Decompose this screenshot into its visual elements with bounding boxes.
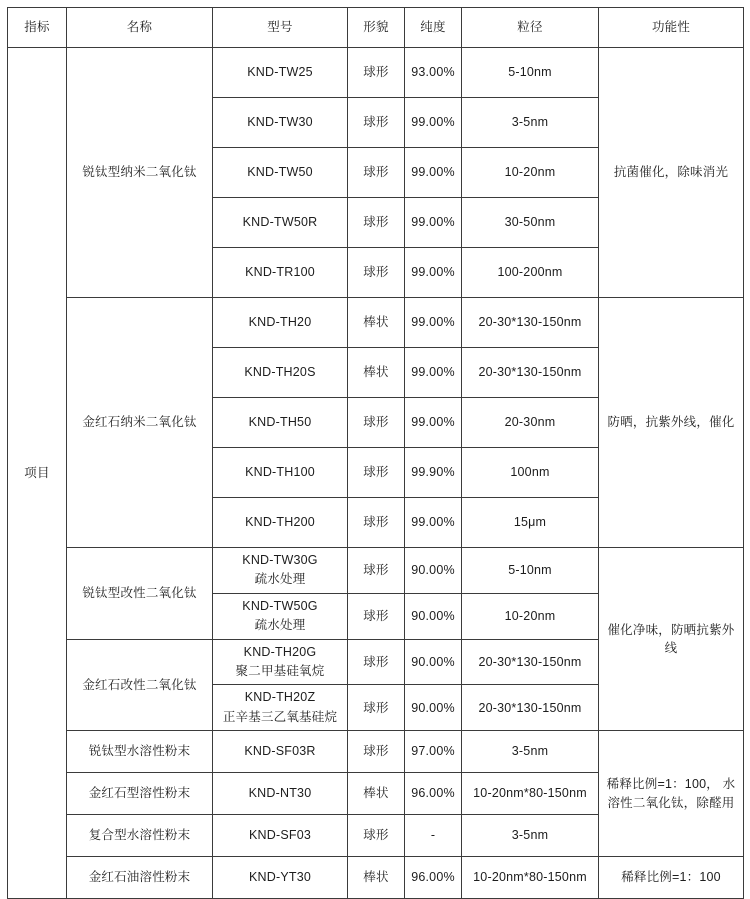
- model-cell: KND-TW25: [213, 48, 348, 98]
- purity-cell: -: [405, 815, 462, 857]
- column-header-name: 名称: [67, 8, 213, 48]
- size-cell: 5-10nm: [462, 48, 599, 98]
- column-header-purity: 纯度: [405, 8, 462, 48]
- purity-cell: 99.00%: [405, 298, 462, 348]
- group-name-cell: 锐钛型纳米二氧化钛: [67, 48, 213, 298]
- model-line-primary: KND-TH20Z: [244, 690, 316, 705]
- product-specification-table: [7, 7, 744, 899]
- indicator-cell: 项目: [8, 48, 67, 899]
- model-cell: KND-TW30: [213, 98, 348, 148]
- shape-cell: 球形: [348, 48, 405, 98]
- model-cell: [213, 685, 348, 731]
- function-line-secondary: 水溶性二氧化钛，除醛用: [607, 777, 736, 810]
- model-cell: KND-TH100: [213, 448, 348, 498]
- shape-cell: 棒状: [348, 348, 405, 398]
- model-line-primary: KND-TW50G: [242, 598, 318, 613]
- purity-cell: 99.00%: [405, 498, 462, 548]
- model-line-primary: KND-TW30G: [242, 553, 318, 567]
- size-cell: 100nm: [462, 448, 599, 498]
- purity-cell: 93.00%: [405, 48, 462, 98]
- model-cell: KND-NT30: [213, 773, 348, 815]
- shape-cell: 棒状: [348, 298, 405, 348]
- table-row: [8, 48, 744, 98]
- purity-cell: 99.00%: [405, 98, 462, 148]
- size-cell: 20-30*130-150nm: [462, 348, 599, 398]
- shape-cell: 球形: [348, 398, 405, 448]
- model-cell: KND-TR100: [213, 248, 348, 298]
- size-cell: 10-20nm: [462, 593, 599, 639]
- purity-cell: 90.00%: [405, 685, 462, 731]
- shape-cell: 球形: [348, 498, 405, 548]
- shape-cell: 棒状: [348, 857, 405, 899]
- table-row: [8, 857, 744, 899]
- size-cell: 20-30*130-150nm: [462, 639, 599, 685]
- shape-cell: 球形: [348, 685, 405, 731]
- model-line-secondary: 正辛基三乙氧基硅烷: [222, 709, 338, 724]
- model-line-secondary: 疏水处理: [254, 572, 306, 587]
- function-cell: 稀释比例=1：100: [599, 857, 744, 899]
- size-cell: 3-5nm: [462, 815, 599, 857]
- purity-cell: 96.00%: [405, 857, 462, 899]
- purity-cell: 90.00%: [405, 548, 462, 594]
- size-cell: 15μm: [462, 498, 599, 548]
- size-cell: 5-10nm: [462, 548, 599, 594]
- purity-cell: 96.00%: [405, 773, 462, 815]
- column-header-function: 功能性: [599, 8, 744, 48]
- shape-cell: 球形: [348, 448, 405, 498]
- column-header-model: 型号: [213, 8, 348, 48]
- table-body: [8, 48, 744, 899]
- size-cell: 30-50nm: [462, 198, 599, 248]
- purity-cell: 99.90%: [405, 448, 462, 498]
- size-cell: 10-20nm*80-150nm: [462, 773, 599, 815]
- purity-cell: 99.00%: [405, 148, 462, 198]
- group-name-cell: 金红石纳米二氧化钛: [67, 298, 213, 548]
- shape-cell: 球形: [348, 248, 405, 298]
- product-name-cell: 金红石型溶性粉末: [67, 773, 213, 815]
- purity-cell: 90.00%: [405, 639, 462, 685]
- model-cell: KND-SF03R: [213, 731, 348, 773]
- shape-cell: 球形: [348, 548, 405, 594]
- column-header-indicator: 指标: [8, 8, 67, 48]
- size-cell: 10-20nm: [462, 148, 599, 198]
- shape-cell: 球形: [348, 148, 405, 198]
- model-line-primary: KND-TH20G: [243, 644, 317, 659]
- size-cell: 20-30nm: [462, 398, 599, 448]
- model-cell: KND-TH20: [213, 298, 348, 348]
- table-row: [8, 298, 744, 348]
- purity-cell: 99.00%: [405, 398, 462, 448]
- shape-cell: 棒状: [348, 773, 405, 815]
- product-name-cell: 锐钛型水溶性粉末: [67, 731, 213, 773]
- product-name-cell: 金红石油溶性粉末: [67, 857, 213, 899]
- model-cell: KND-TH200: [213, 498, 348, 548]
- purity-cell: 90.00%: [405, 593, 462, 639]
- function-cell: 抗菌催化，除味消光: [599, 48, 744, 298]
- purity-cell: 99.00%: [405, 248, 462, 298]
- size-cell: 100-200nm: [462, 248, 599, 298]
- purity-cell: 99.00%: [405, 198, 462, 248]
- purity-cell: 99.00%: [405, 348, 462, 398]
- size-cell: 20-30*130-150nm: [462, 685, 599, 731]
- size-cell: 3-5nm: [462, 731, 599, 773]
- model-line-secondary: 聚二甲基硅氧烷: [235, 663, 325, 678]
- shape-cell: 球形: [348, 593, 405, 639]
- shape-cell: 球形: [348, 198, 405, 248]
- model-cell: KND-TH50: [213, 398, 348, 448]
- column-header-size: 粒径: [462, 8, 599, 48]
- size-cell: 10-20nm*80-150nm: [462, 857, 599, 899]
- table-row: [8, 731, 744, 773]
- model-cell: [213, 593, 348, 639]
- model-cell: KND-SF03: [213, 815, 348, 857]
- header-row: [8, 8, 744, 48]
- function-cell: 防晒，抗紫外线，催化: [599, 298, 744, 548]
- shape-cell: 球形: [348, 98, 405, 148]
- model-cell: [213, 548, 348, 594]
- group-name-cell: 金红石改性二氧化钛: [67, 639, 213, 731]
- model-cell: [213, 639, 348, 685]
- function-cell: [599, 731, 744, 857]
- shape-cell: 球形: [348, 731, 405, 773]
- model-cell: KND-TW50R: [213, 198, 348, 248]
- model-line-secondary: 疏水处理: [254, 618, 306, 633]
- table-header: [8, 8, 744, 48]
- table-row: [8, 548, 744, 594]
- model-cell: KND-YT30: [213, 857, 348, 899]
- column-header-shape: 形貌: [348, 8, 405, 48]
- product-name-cell: 复合型水溶性粉末: [67, 815, 213, 857]
- function-cell: 催化净味，防晒抗紫外线: [599, 548, 744, 731]
- size-cell: 20-30*130-150nm: [462, 298, 599, 348]
- model-cell: KND-TW50: [213, 148, 348, 198]
- purity-cell: 97.00%: [405, 731, 462, 773]
- shape-cell: 球形: [348, 815, 405, 857]
- size-cell: 3-5nm: [462, 98, 599, 148]
- group-name-cell: 锐钛型改性二氧化钛: [67, 548, 213, 640]
- shape-cell: 球形: [348, 639, 405, 685]
- function-line-primary: 稀释比例=1：100，: [606, 777, 719, 792]
- model-cell: KND-TH20S: [213, 348, 348, 398]
